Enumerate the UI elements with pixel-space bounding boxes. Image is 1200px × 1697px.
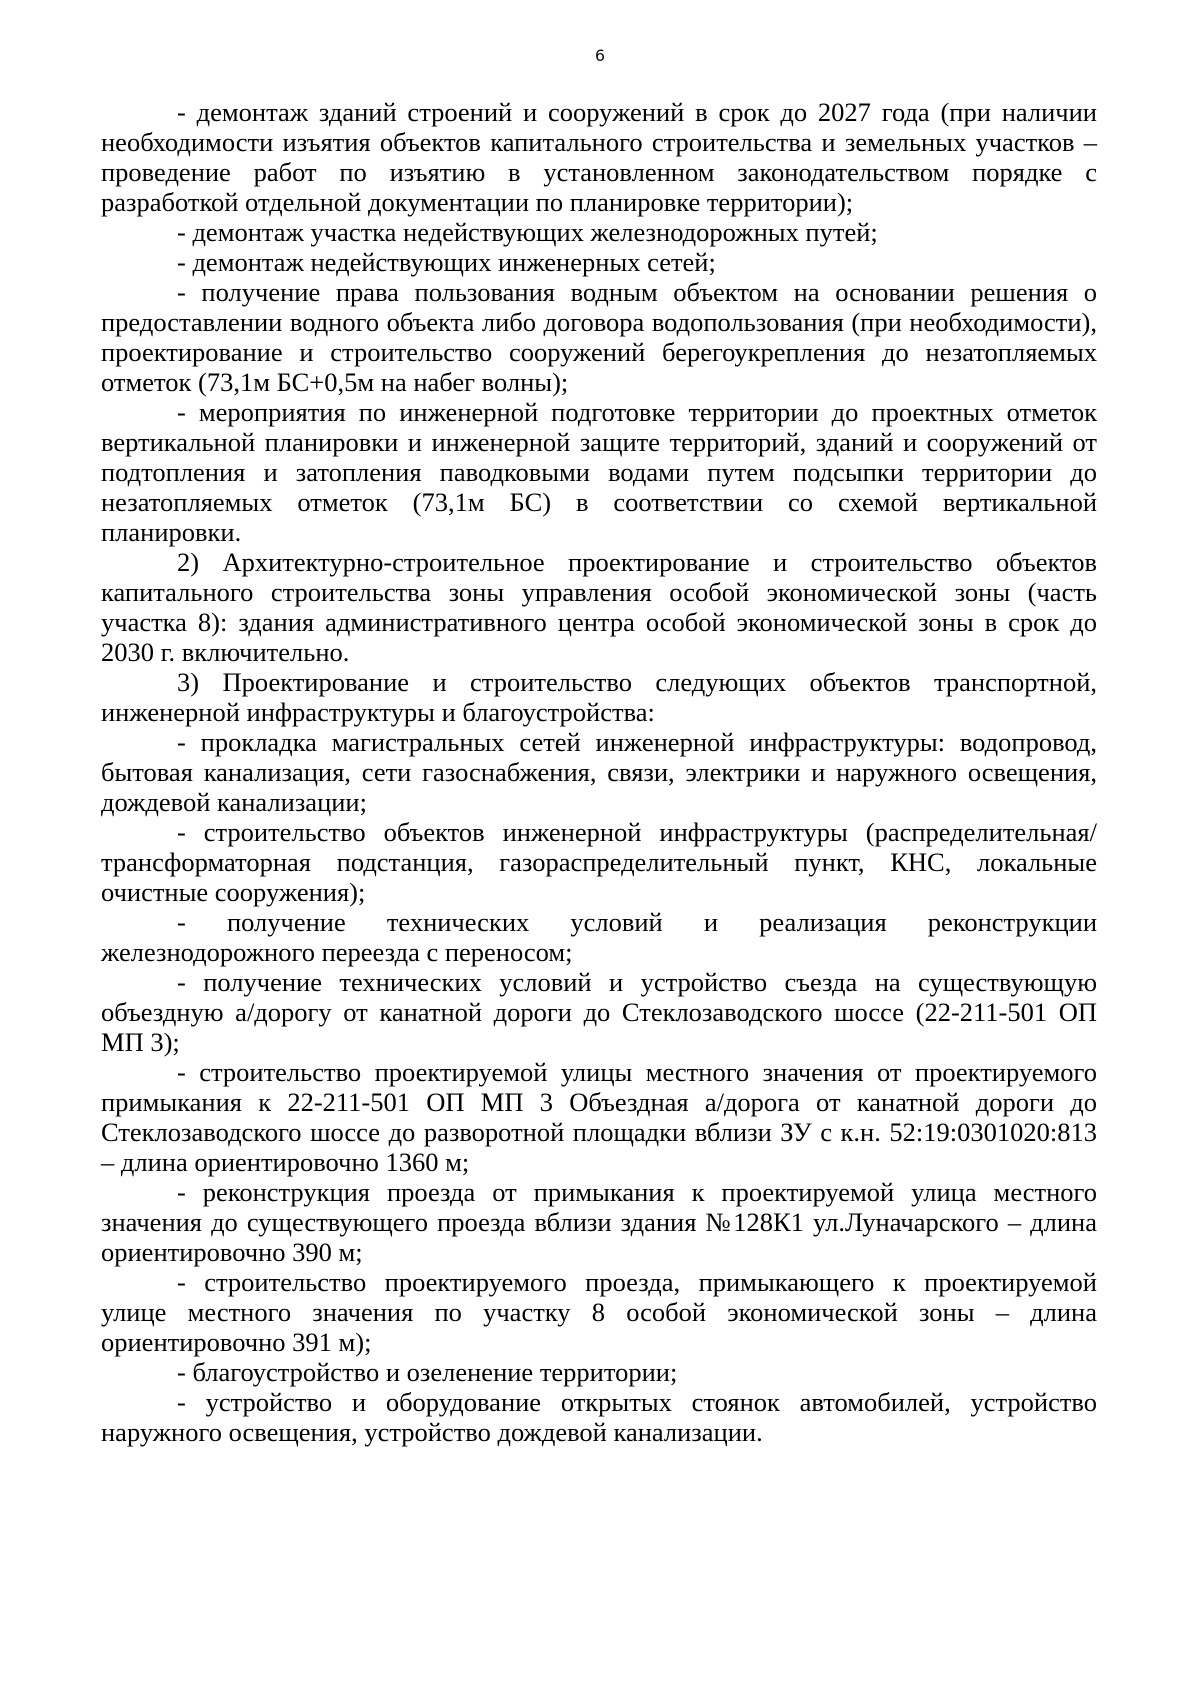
paragraph-new-driveway: - строительство проектируемого проезда, примыкающего к проектируемой улице местного значения по участку 8 особой экономической зоны – длина ориентировочно 391 м);: [101, 1267, 1097, 1357]
paragraph-landscaping: - благоустройство и озеленение территории;: [177, 1357, 678, 1387]
document-body: [101, 97, 1097, 1447]
paragraph-railway-crossing: - получение технических условий и реализация реконструкции железнодорожного переезда с переносом;: [101, 907, 1097, 967]
paragraph-parking: - устройство и оборудование открытых стоянок автомобилей, устройство наружного освещения, устройство дождевой канализации.: [101, 1387, 1097, 1447]
page-number: 6: [594, 46, 606, 65]
paragraph-new-street: - строительство проектируемой улицы местного значения от проектируемого примыкания к 22-211-501 ОП МП 3 Объездная а/дорога от канатной дороги до Стеклозаводского шоссе до разворотной площадки вблизи ЗУ с к.н. 52:19:0301020:813 – длина ориентировочно 1360 м;: [101, 1057, 1097, 1177]
paragraph-driveway-reconstruction: - реконструкция проезда от примыкания к проектируемой улица местного значения до существующего проезда вблизи здания №128К1 ул.Луначарского – длина ориентировочно 390 м;: [101, 1177, 1097, 1267]
paragraph-demolition-buildings: - демонтаж зданий строений и сооружений в срок до 2027 года (при наличии необходимости изъятия объектов капитального строительства и земельных участков – проведение работ по изъятию в установленном законодательством порядке с разработкой отдельной документации по планировке территории);: [101, 97, 1097, 217]
paragraph-mains: - прокладка магистральных сетей инженерной инфраструктуры: водопровод, бытовая канализация, сети газоснабжения, связи, электрики и наружного освещения, дождевой канализации;: [101, 727, 1097, 817]
paragraph-engineering-preparation: - мероприятия по инженерной подготовке территории до проектных отметок вертикальной планировки и инженерной защите территорий, зданий и сооружений от подтопления и затопления паводковыми водами путем подсыпки территории до незатопляемых отметок (73,1м БС) в соответствии со схемой вертикальной планировки.: [101, 397, 1097, 547]
paragraph-water-object: - получение права пользования водным объектом на основании решения о предоставлении водного объекта либо договора водопользования (при необходимости), проектирование и строительство сооружений берегоукрепления до незатопляемых отметок (73,1м БС+0,5м на набег волны);: [101, 277, 1097, 397]
paragraph-exit-ramp: - получение технических условий и устройство съезда на существующую объездную а/дорогу от канатной дороги до Стеклозаводского шоссе (22-211-501 ОП МП 3);: [101, 967, 1097, 1057]
paragraph-item-2: 2) Архитектурно-строительное проектирование и строительство объектов капитального строительства зоны управления особой экономической зоны (часть участка 8): здания административного центра особой экономической зоны в срок до 2030 г. включительно.: [101, 547, 1097, 667]
paragraph-demolition-railway: - демонтаж участка недействующих железнодорожных путей;: [177, 217, 878, 247]
paragraph-demolition-networks: - демонтаж недействующих инженерных сетей;: [177, 247, 716, 277]
paragraph-item-3: 3) Проектирование и строительство следующих объектов транспортной, инженерной инфраструктуры и благоустройства:: [101, 667, 1097, 727]
paragraph-infrastructure-objects: - строительство объектов инженерной инфраструктуры (распределительная/трансформаторная подстанция, газораспределительный пункт, КНС, локальные очистные сооружения);: [101, 817, 1097, 907]
